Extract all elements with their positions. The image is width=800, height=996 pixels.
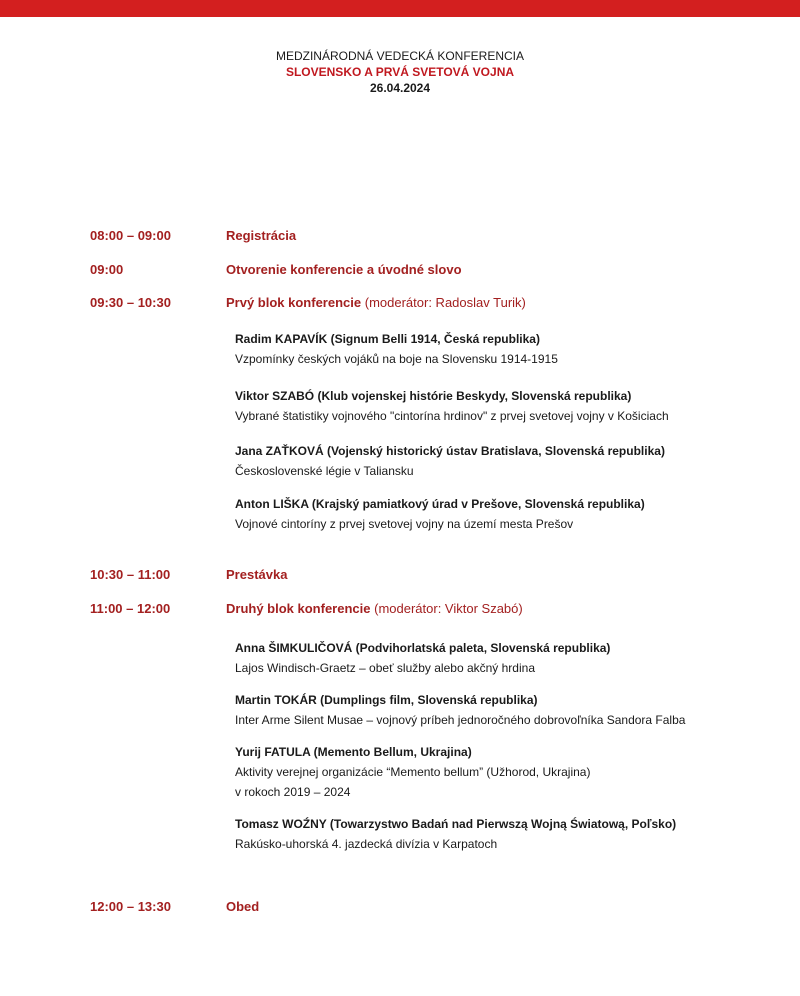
talk-item [235, 638, 775, 678]
schedule-time: 11:00 – 12:00 [90, 601, 171, 616]
talk-speaker: Radim KAPAVÍK (Signum Belli 1914, Česká republika) [235, 332, 540, 346]
talk-title: Československé légie v Taliansku [235, 464, 414, 478]
talk-speaker: Anton LIŠKA (Krajský pamiatkový úrad v Prešove, Slovenská republika) [235, 497, 645, 511]
schedule-time: 09:30 – 10:30 [90, 295, 171, 310]
document-header [0, 48, 800, 96]
schedule-row-block2 [0, 600, 800, 618]
talk-item [235, 814, 775, 854]
talk-speaker: Anna ŠIMKULIČOVÁ (Podvihorlatská paleta, Slovenská republika) [235, 641, 611, 655]
talk-title: Aktivity verejnej organizácie “Memento bellum” (Užhorod, Ukrajina) [235, 765, 591, 779]
top-red-bar [0, 0, 800, 17]
schedule-row-break [0, 566, 800, 584]
schedule-time: 08:00 – 09:00 [90, 228, 171, 243]
talk-title: Inter Arme Silent Musae – vojnový príbeh jednoročného dobrovoľníka Sandora Falba [235, 713, 686, 727]
schedule-event: Registrácia [226, 228, 297, 243]
block-moderator: (moderátor: Viktor Szabó) [374, 601, 523, 616]
talk-title: Vzpomínky českých vojáků na boje na Slovensku 1914-1915 [235, 352, 558, 366]
schedule-row-registration [0, 227, 800, 245]
schedule-row-block1 [0, 294, 800, 312]
block-title: Druhý blok konferencie [226, 601, 371, 616]
talk-title-continued: v rokoch 2019 – 2024 [235, 785, 351, 799]
block-title: Prvý blok konferencie [226, 295, 362, 310]
talk-item [235, 329, 775, 369]
talk-speaker: Jana ZAŤKOVÁ (Vojenský historický ústav Bratislava, Slovenská republika) [235, 444, 665, 458]
block-moderator: (moderátor: Radoslav Turik) [364, 295, 526, 310]
talk-item [235, 386, 775, 426]
schedule-row-lunch [0, 898, 800, 916]
talk-speaker: Martin TOKÁR (Dumplings film, Slovenská republika) [235, 693, 538, 707]
schedule-event: Prestávka [226, 567, 288, 582]
talk-speaker: Tomasz WOŹNY (Towarzystwo Badań nad Pierwszą Wojną Światową, Poľsko) [235, 817, 677, 831]
schedule-event: Otvorenie konferencie a úvodné slovo [226, 262, 462, 277]
schedule-row-opening [0, 261, 800, 279]
schedule-time: 12:00 – 13:30 [90, 899, 171, 914]
schedule-event [226, 294, 526, 312]
schedule-time: 09:00 [90, 262, 124, 277]
talk-speaker: Viktor SZABÓ (Klub vojenskej histórie Beskydy, Slovenská republika) [235, 389, 632, 403]
talk-speaker: Yurij FATULA (Memento Bellum, Ukrajina) [235, 745, 472, 759]
schedule-event: Obed [226, 899, 260, 914]
conference-title: SLOVENSKO A PRVÁ SVETOVÁ VOJNA [285, 65, 515, 79]
talk-title: Rakúsko-uhorská 4. jazdecká divízia v Karpatoch [235, 837, 498, 851]
schedule-time: 10:30 – 11:00 [90, 567, 171, 582]
conference-type: MEDZINÁRODNÁ VEDECKÁ KONFERENCIA [275, 49, 525, 63]
talk-item [235, 690, 775, 730]
conference-date: 26.04.2024 [369, 81, 431, 95]
talk-title: Vybrané štatistiky vojnového "cintorína hrdinov" z prvej svetovej vojny v Košiciach [235, 409, 669, 423]
talk-item [235, 742, 775, 802]
talk-title: Vojnové cintoríny z prvej svetovej vojny na území mesta Prešov [235, 517, 574, 531]
talk-item [235, 441, 775, 481]
talk-item [235, 494, 775, 534]
schedule-event [226, 600, 523, 618]
talk-title: Lajos Windisch-Graetz – obeť služby alebo akčný hrdina [235, 661, 535, 675]
